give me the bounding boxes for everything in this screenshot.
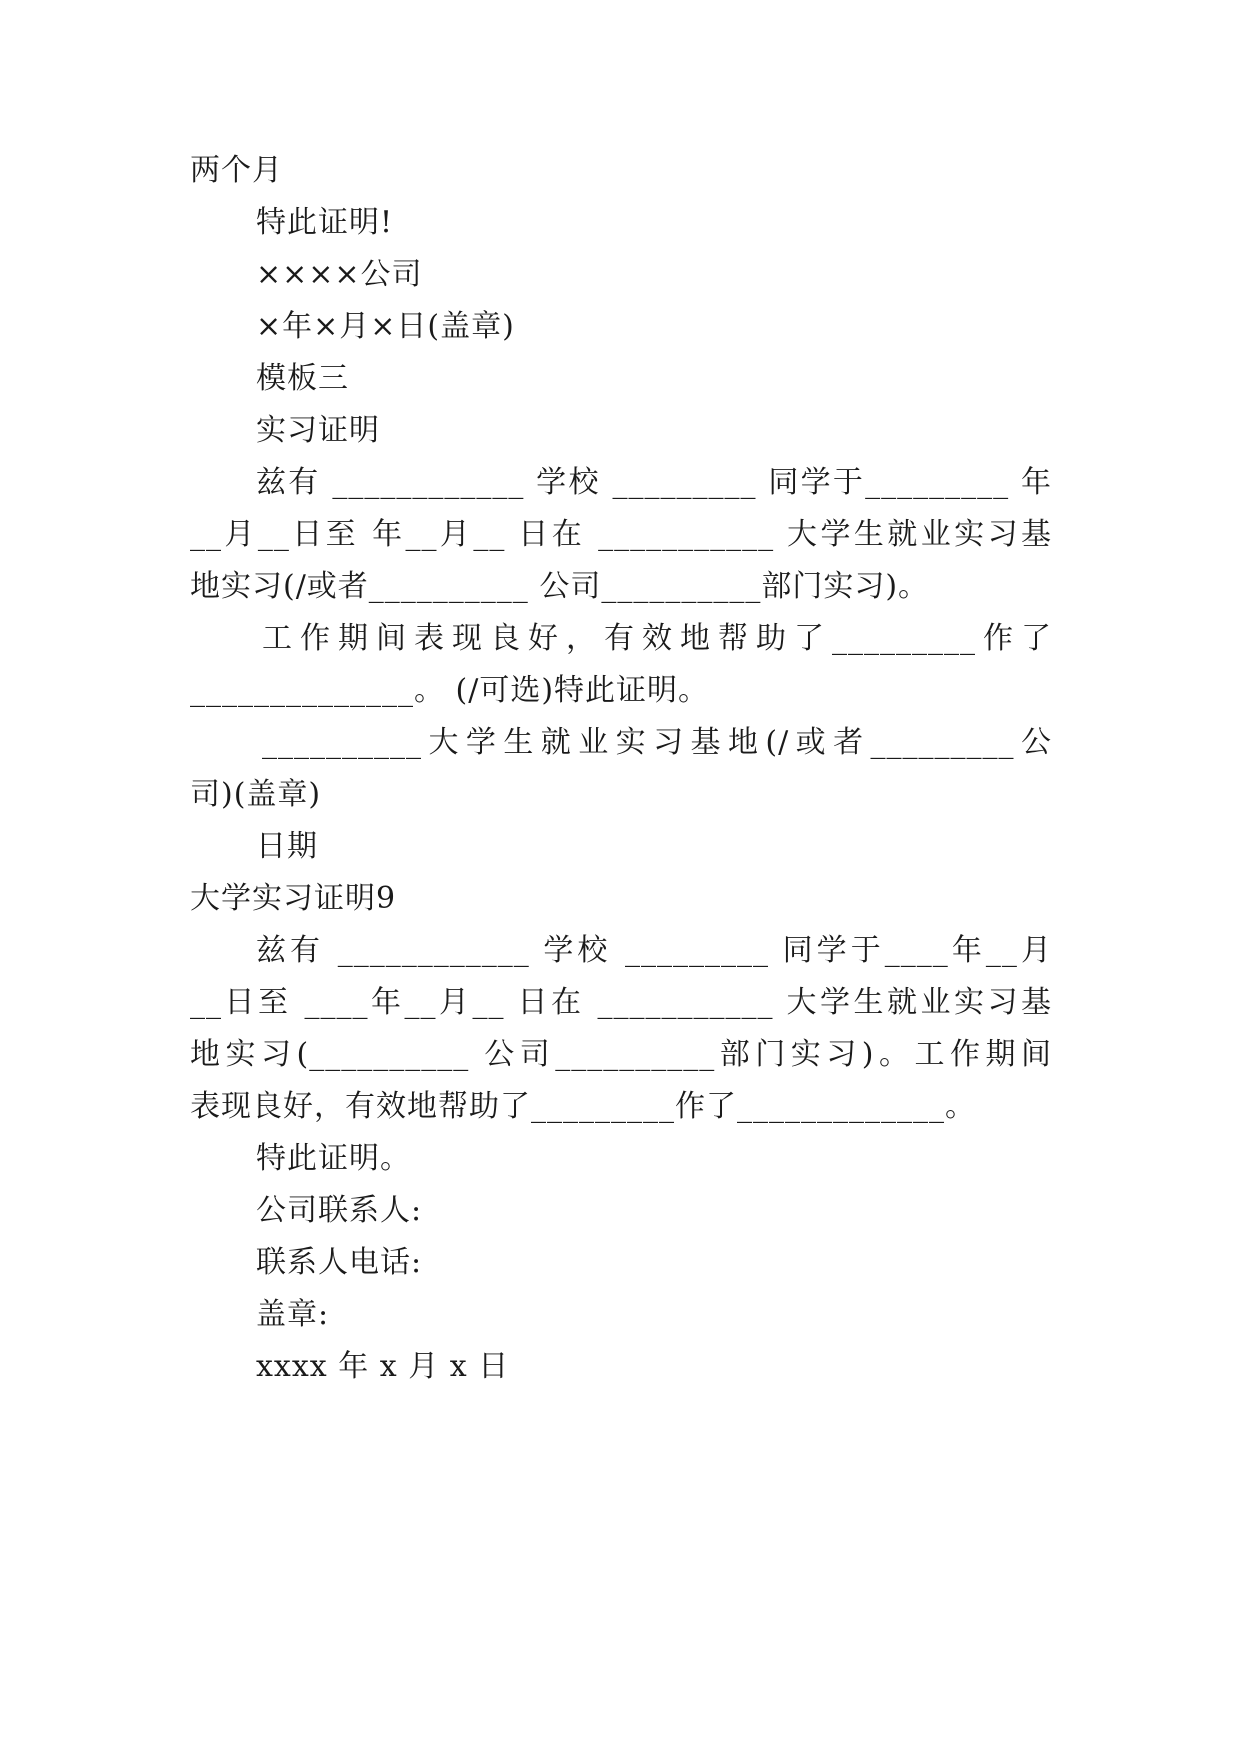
section-heading: 大学实习证明9 [190,881,397,916]
text-line: 特此证明。 [256,1141,411,1176]
certificate-title: 实习证明 [256,413,380,448]
text-line: 地实习(/或者__________ 公司__________部门实习)。 [190,569,930,604]
date-line: xxxx 年 x 月 x 日 [256,1349,510,1384]
text-line: __月__日至 年__月__ 日在 ___________ 大学生就业实习基 [190,517,1052,552]
text-line: 工作期间表现良好，有效地帮助了_________作了 [262,621,1052,656]
text-line: ×年×月×日(盖章) [256,309,515,344]
date-label: 日期 [256,829,318,864]
text-line: 特此证明! [256,205,394,240]
text-line: 表现良好，有效地帮助了_________作了_____________。 [190,1089,976,1124]
text-line: 兹有 ____________ 学校 _________ 同学于_________ 年 [256,465,1052,500]
text-line: 地实习(__________ 公司__________部门实习)。工作期间 [190,1037,1052,1072]
seal-label: 盖章: [256,1297,330,1332]
text-line: __日至 ____年__月__ 日在 ___________ 大学生就业实习基 [190,985,1052,1020]
text-line: ______________。 (/可选)特此证明。 [190,673,710,708]
text-line: ××××公司 [256,257,423,292]
text-line: 司)(盖章) [190,777,322,812]
text-line: 两个月 [190,153,283,188]
contact-person-label: 公司联系人: [256,1193,423,1228]
contact-phone-label: 联系人电话: [256,1245,423,1280]
section-heading: 模板三 [256,361,349,396]
text-line: 兹有 ____________ 学校 _________ 同学于____年__月 [256,933,1052,968]
text-line: __________大学生就业实习基地(/或者_________公 [262,725,1052,760]
